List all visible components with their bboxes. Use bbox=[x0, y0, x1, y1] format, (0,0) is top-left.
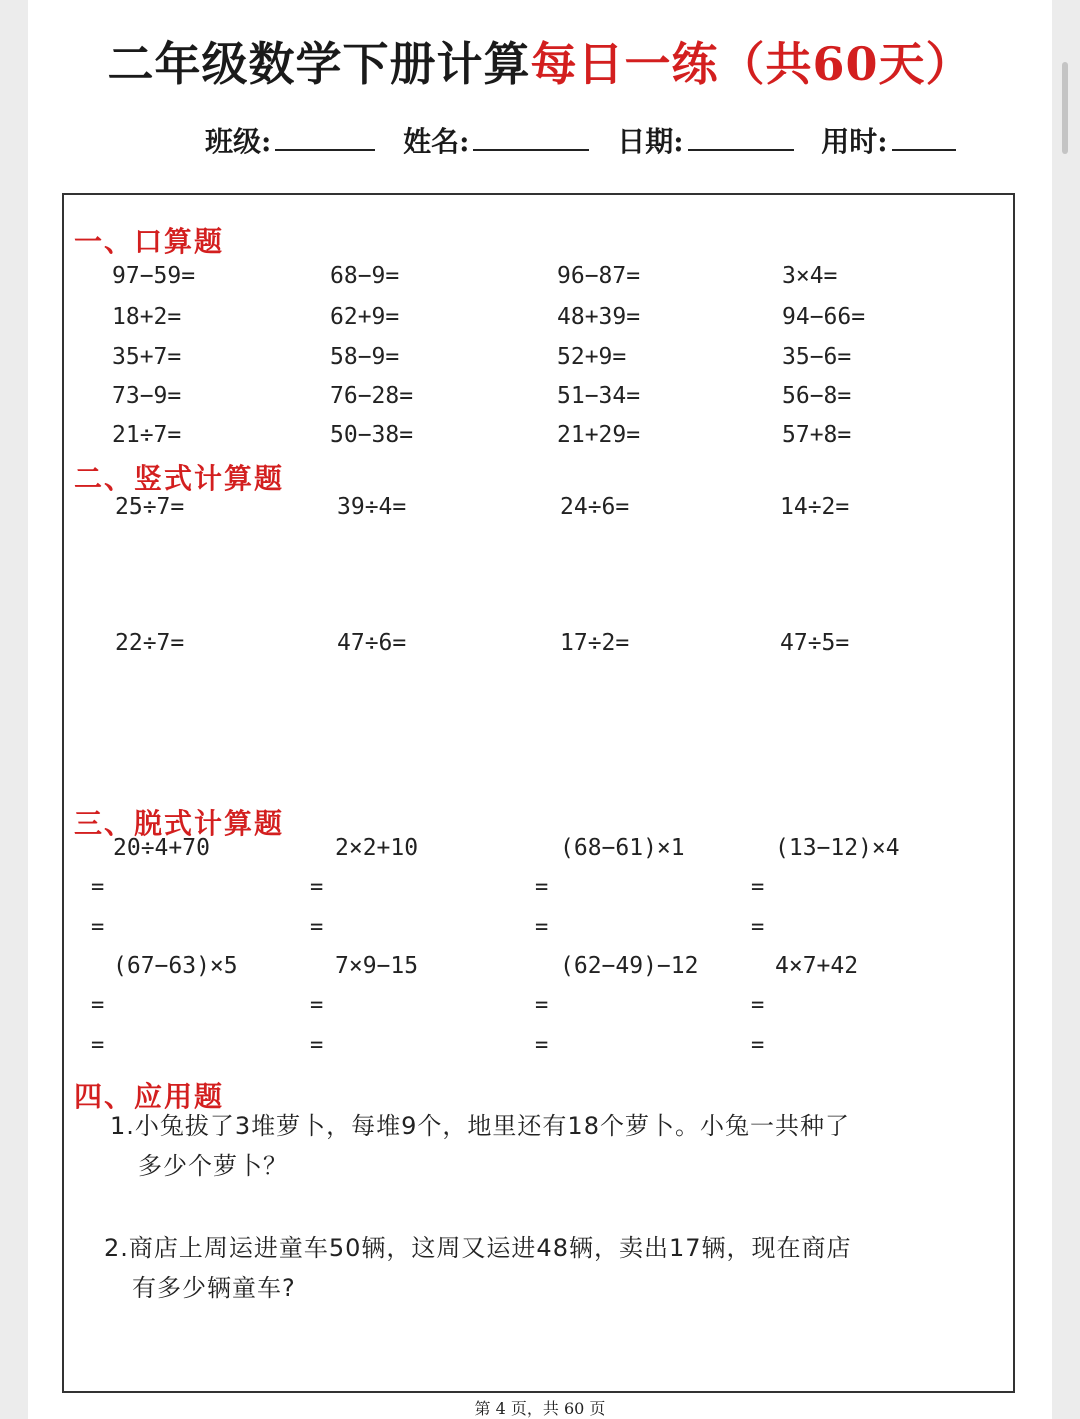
oral-problem: 73−9= bbox=[112, 383, 182, 409]
word-problem-1-line2: 多少个萝卜？ bbox=[138, 1152, 288, 1180]
oral-problem: 58−9= bbox=[330, 344, 400, 370]
word-problem-2-line2: 有多少辆童车? bbox=[132, 1274, 296, 1302]
equals-sign: = bbox=[751, 915, 765, 940]
vertical-problem: 22÷7= bbox=[115, 630, 185, 656]
oral-problem: 21÷7= bbox=[112, 422, 182, 448]
vertical-problem: 47÷6= bbox=[337, 630, 407, 656]
equals-sign: = bbox=[91, 915, 105, 940]
stepwise-problem: (68−61)×1 bbox=[560, 835, 685, 861]
equals-sign: = bbox=[91, 875, 105, 900]
oral-problem: 62+9= bbox=[330, 304, 400, 330]
oral-problem: 96−87= bbox=[557, 263, 641, 289]
word-problem-1-line1: 1.小兔拔了3堆萝卜，每堆9个，地里还有18个萝卜。小兔一共种了 bbox=[110, 1112, 850, 1140]
vertical-problem: 24÷6= bbox=[560, 494, 630, 520]
section-word-title: 四、应用题 bbox=[74, 1080, 225, 1113]
equals-sign: = bbox=[535, 993, 549, 1018]
stepwise-problem: 7×9−15 bbox=[335, 953, 419, 979]
stepwise-problem: (13−12)×4 bbox=[775, 835, 900, 861]
equals-sign: = bbox=[310, 875, 324, 900]
oral-problem: 52+9= bbox=[557, 344, 627, 370]
oral-problem: 57+8= bbox=[782, 422, 852, 448]
equals-sign: = bbox=[751, 993, 765, 1018]
stepwise-problem: 2×2+10 bbox=[335, 835, 419, 861]
title-black: 二年级数学下册计算 bbox=[107, 37, 531, 91]
equals-sign: = bbox=[535, 915, 549, 940]
oral-problem: 21+29= bbox=[557, 422, 641, 448]
name-field[interactable] bbox=[403, 120, 589, 160]
equals-sign: = bbox=[535, 875, 549, 900]
equals-sign: = bbox=[91, 993, 105, 1018]
class-blank[interactable] bbox=[275, 123, 375, 151]
section-stepwise-title: 三、脱式计算题 bbox=[74, 807, 285, 840]
exercise-frame bbox=[62, 193, 1015, 1393]
oral-problem: 3×4= bbox=[782, 263, 838, 289]
equals-sign: = bbox=[310, 915, 324, 940]
equals-sign: = bbox=[310, 993, 324, 1018]
oral-problem: 18+2= bbox=[112, 304, 182, 330]
equals-sign: = bbox=[310, 1033, 324, 1058]
date-blank[interactable] bbox=[688, 123, 794, 151]
oral-problem: 51−34= bbox=[557, 383, 641, 409]
vertical-problem: 17÷2= bbox=[560, 630, 630, 656]
vertical-problem: 39÷4= bbox=[337, 494, 407, 520]
oral-problem: 94−66= bbox=[782, 304, 866, 330]
oral-problem: 48+39= bbox=[557, 304, 641, 330]
time-label: 用时: bbox=[821, 125, 888, 158]
oral-problem: 50−38= bbox=[330, 422, 414, 448]
student-info-row bbox=[205, 120, 965, 160]
word-problem-2-line1: 2.商店上周运进童车50辆，这周又运进48辆，卖出17辆，现在商店 bbox=[104, 1234, 852, 1262]
equals-sign: = bbox=[751, 875, 765, 900]
class-label: 班级: bbox=[205, 125, 272, 158]
vertical-problem: 25÷7= bbox=[115, 494, 185, 520]
vertical-problem: 47÷5= bbox=[780, 630, 850, 656]
name-label: 姓名: bbox=[403, 125, 470, 158]
page-title bbox=[0, 28, 1080, 94]
oral-problem: 56−8= bbox=[782, 383, 852, 409]
time-blank[interactable] bbox=[892, 123, 956, 151]
oral-problem: 35−6= bbox=[782, 344, 852, 370]
date-label: 日期: bbox=[617, 125, 684, 158]
stepwise-problem: (62−49)−12 bbox=[560, 953, 699, 979]
title-red: 每日一练（共60天） bbox=[530, 37, 973, 91]
section-vertical-title: 二、竖式计算题 bbox=[74, 462, 285, 495]
class-field[interactable] bbox=[205, 120, 375, 160]
stepwise-problem: 4×7+42 bbox=[775, 953, 859, 979]
oral-problem: 97−59= bbox=[112, 263, 196, 289]
page-footer: 第 4 页，共 60 页 bbox=[474, 1399, 606, 1418]
equals-sign: = bbox=[91, 1033, 105, 1058]
vertical-problem: 14÷2= bbox=[780, 494, 850, 520]
name-blank[interactable] bbox=[473, 123, 589, 151]
date-field[interactable] bbox=[617, 120, 793, 160]
time-field[interactable] bbox=[821, 120, 955, 160]
oral-problem: 68−9= bbox=[330, 263, 400, 289]
stepwise-problem: 20÷4+70 bbox=[113, 835, 210, 861]
oral-problem: 76−28= bbox=[330, 383, 414, 409]
section-oral-title: 一、口算题 bbox=[74, 225, 225, 258]
equals-sign: = bbox=[535, 1033, 549, 1058]
oral-problem: 35+7= bbox=[112, 344, 182, 370]
stepwise-problem: (67−63)×5 bbox=[113, 953, 238, 979]
equals-sign: = bbox=[751, 1033, 765, 1058]
